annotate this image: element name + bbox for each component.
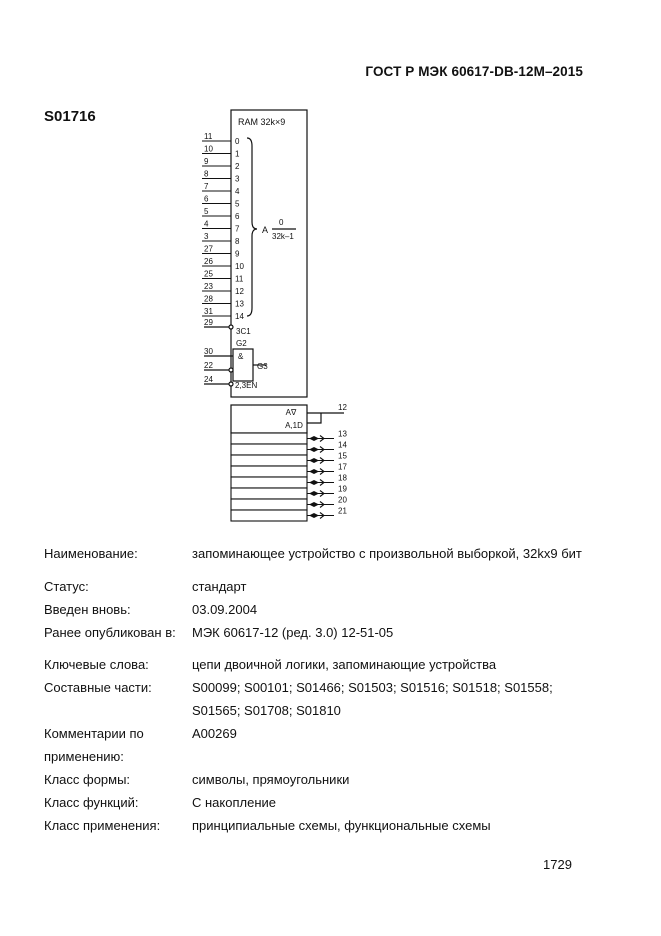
address-pin-number: 9 — [204, 157, 209, 166]
address-pin-number: 11 — [204, 132, 213, 141]
data-pin-number: 13 — [338, 429, 347, 439]
address-bit-label: 9 — [235, 249, 240, 259]
address-bit-label: 2 — [235, 162, 240, 171]
address-bit-label: 12 — [235, 287, 244, 296]
data-pin-number: 14 — [338, 440, 347, 450]
address-pin-number: 8 — [204, 169, 209, 179]
address-pin-number: 23 — [204, 282, 213, 291]
data-pin-number: 17 — [338, 462, 347, 472]
address-pin-number: 3 — [204, 232, 209, 241]
address-pin-number: 6 — [204, 194, 209, 204]
field-label: Класс функций: — [44, 795, 139, 810]
address-bit-label: 1 — [235, 149, 240, 159]
control-pin-number: 29 — [204, 318, 213, 327]
address-label: A — [262, 225, 269, 235]
ram-title: RAM 32k×9 — [238, 117, 286, 127]
address-bit-label: 14 — [235, 312, 244, 321]
field-value: С накопление — [192, 795, 276, 810]
data-cell — [231, 510, 307, 521]
control-label: G2 — [236, 339, 247, 348]
data-cell — [231, 455, 307, 466]
data-pin-number: 18 — [338, 473, 347, 483]
data-cell-pin: 12 — [338, 403, 347, 412]
address-pin-number: 31 — [204, 307, 213, 316]
control-label: & — [238, 352, 244, 361]
field-label: Статус: — [44, 579, 89, 594]
address-bit-label: 8 — [235, 237, 240, 246]
field-label: Ключевые слова: — [44, 657, 149, 672]
bidirectional-marker — [309, 469, 319, 474]
field-label: Составные части: — [44, 680, 152, 695]
ram-symbol-diagram — [196, 108, 366, 538]
field-value: S00099; S00101; S01466; S01503; S01516; S01518; S01558; S01565; S01708; S01810 — [192, 680, 553, 718]
field-label: Наименование: — [44, 546, 138, 561]
address-bit-label: 10 — [235, 262, 244, 271]
field-value: принципиальные схемы, функциональные схемы — [192, 818, 491, 833]
address-range-bottom: 32k–1 — [272, 232, 294, 241]
bidirectional-marker — [309, 447, 319, 452]
address-pin-number: 25 — [204, 269, 213, 279]
data-pin-number: 19 — [338, 484, 347, 494]
page-number: 1729 — [543, 857, 572, 872]
field-value: символы, прямоугольники — [192, 772, 350, 787]
control-pin-number: 24 — [204, 375, 213, 384]
control-pin-number: 30 — [204, 347, 213, 356]
data-pin-number: 20 — [338, 495, 347, 505]
field-value: 03.09.2004 — [192, 602, 258, 617]
address-pin-number: 27 — [204, 244, 213, 254]
address-pin-number: 4 — [204, 219, 209, 229]
address-bit-label: 7 — [235, 224, 240, 234]
address-pin-number: 5 — [204, 207, 209, 216]
field-label: Класс применения: — [44, 818, 161, 833]
data-cell — [231, 444, 307, 455]
document-header: ГОСТ Р МЭК 60617-DB-12М–2015 — [365, 64, 583, 79]
data-pin-number: 15 — [338, 451, 347, 461]
address-bit-label: 3 — [235, 174, 240, 184]
field-label: Класс формы: — [44, 772, 131, 787]
field-value: запоминающее устройство с произвольной выборкой, 32kx9 бит — [192, 546, 582, 561]
data-pin-number: 21 — [338, 506, 347, 516]
address-bit-label: 13 — [235, 299, 244, 309]
address-bit-label: 0 — [235, 137, 240, 146]
data-cell — [231, 433, 307, 444]
data-cell-label-1: A∇ — [285, 408, 297, 417]
field-value: цепи двоичной логики, запоминающие устройства — [192, 657, 497, 672]
data-cell — [231, 499, 307, 510]
field-label: Ранее опубликован в: — [44, 625, 176, 640]
bidirectional-marker — [309, 480, 319, 485]
address-pin-number: 28 — [204, 294, 213, 304]
field-value: A00269 — [192, 726, 237, 741]
data-cell — [231, 477, 307, 488]
address-range-top: 0 — [279, 218, 284, 227]
bidirectional-marker — [309, 491, 319, 496]
control-pin-number: 22 — [204, 361, 213, 370]
control-label: 2,3EN — [235, 381, 258, 390]
address-bit-label: 5 — [235, 199, 240, 209]
address-pin-number: 26 — [204, 257, 213, 266]
address-bit-label: 6 — [235, 212, 240, 221]
bidirectional-marker — [309, 513, 319, 518]
bidirectional-marker — [309, 458, 319, 463]
symbol-code: S01716 — [44, 108, 96, 125]
address-pin-number: 10 — [204, 144, 213, 154]
control-label: 3C1 — [236, 327, 251, 336]
and-output-label: G3 — [257, 362, 268, 371]
bidirectional-marker — [309, 436, 319, 441]
data-cell — [231, 466, 307, 477]
data-cell-label-2: A,1D — [285, 421, 303, 430]
bidirectional-marker — [309, 502, 319, 507]
field-label: Введен вновь: — [44, 602, 131, 617]
field-label: Комментарии по применению: — [44, 726, 144, 764]
address-pin-number: 7 — [204, 182, 209, 191]
address-bit-label: 4 — [235, 187, 240, 196]
field-value: МЭК 60617-12 (ред. 3.0) 12-51-05 — [192, 625, 394, 640]
field-value: стандарт — [192, 579, 247, 594]
data-cell — [231, 488, 307, 499]
address-bit-label: 11 — [235, 274, 244, 284]
